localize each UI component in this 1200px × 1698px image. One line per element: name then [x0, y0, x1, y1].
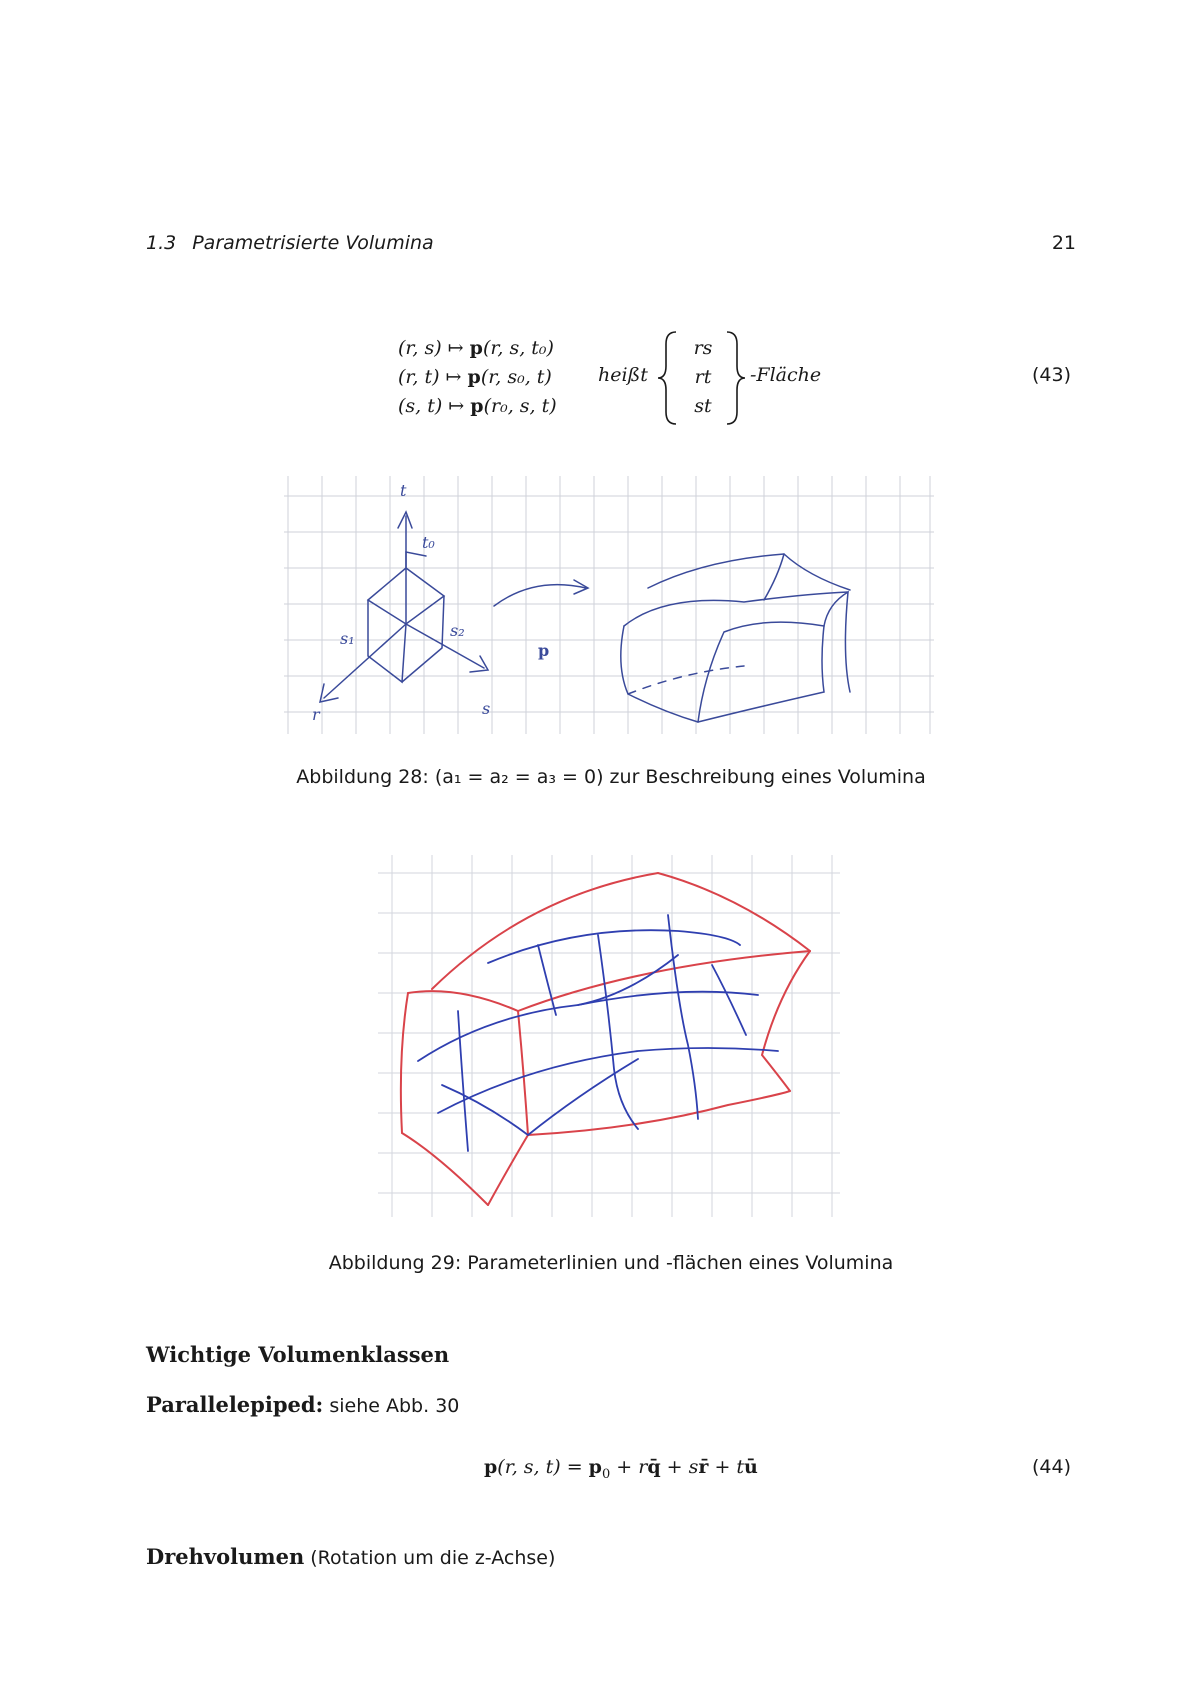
map-st: (s, t) ↦	[398, 395, 471, 417]
figure-29-sketch	[378, 855, 840, 1217]
args-rt: (r, s₀, t)	[480, 366, 552, 388]
right-brace	[723, 328, 747, 428]
equation-43-line-1	[398, 334, 598, 363]
bold-p: p	[469, 337, 483, 359]
eq44-plus-s: + s	[660, 1456, 699, 1478]
option-st: st	[694, 395, 712, 417]
parallelepiped-line	[146, 1392, 459, 1417]
equation-43	[398, 334, 1078, 426]
args-rs: (r, s, t₀)	[482, 337, 554, 359]
bold-p: p	[470, 395, 484, 417]
drehvolumen-term: Drehvolumen	[146, 1544, 305, 1569]
section-title: Parametrisierte Volumina	[192, 232, 434, 254]
running-head	[146, 232, 1076, 262]
figure-29-caption: Abbildung 29: Parameterlinien und -flächen eines Volumina	[328, 1252, 894, 1274]
flaeche-suffix: -Fläche	[750, 364, 822, 386]
label-t0: t₀	[422, 533, 435, 552]
eq44-plus-t: + t	[708, 1456, 745, 1478]
option-rs: rs	[693, 337, 713, 359]
left-brace	[656, 328, 680, 428]
bold-p: p	[484, 1456, 498, 1478]
eq44-args: (r, s, t) =	[497, 1456, 589, 1478]
equation-number-43: (43)	[1032, 364, 1072, 386]
vector-q: q̄	[647, 1456, 661, 1478]
args-st: (r₀, s, t)	[483, 395, 557, 417]
parallelepiped-text: siehe Abb. 30	[329, 1395, 460, 1417]
label-t: t	[400, 481, 407, 500]
section-number: 1.3	[146, 232, 177, 254]
parallelepiped-term: Parallelepiped:	[146, 1392, 324, 1417]
option-rt: rt	[694, 366, 712, 388]
drehvolumen-text: (Rotation um die z-Achse)	[310, 1547, 556, 1569]
surface-options	[683, 334, 723, 421]
equation-44	[484, 1456, 758, 1482]
label-s: s	[482, 699, 491, 718]
vector-u: ū	[744, 1456, 758, 1478]
equation-43-line-2	[398, 363, 598, 392]
figure-28-sketch	[284, 476, 934, 734]
drehvolumen-line	[146, 1544, 555, 1569]
equation-number-44: (44)	[1032, 1456, 1072, 1478]
equation-43-line-3	[398, 392, 598, 421]
equation-43-lines	[398, 334, 598, 421]
label-r: r	[312, 705, 320, 724]
p0-subscript: 0	[601, 1466, 611, 1482]
bold-p0: p	[588, 1456, 602, 1478]
eq44-plus-r: + r	[610, 1456, 648, 1478]
section-heading: Wichtige Volumenklassen	[146, 1342, 450, 1367]
map-rs: (r, s) ↦	[398, 337, 470, 359]
page-number: 21	[1051, 232, 1076, 254]
connector-heisst: heißt	[598, 364, 648, 386]
label-p: p	[538, 641, 550, 660]
vector-r: r̄	[698, 1456, 709, 1478]
bold-p: p	[467, 366, 481, 388]
figure-28-caption: Abbildung 28: (a₁ = a₂ = a₃ = 0) zur Beschreibung eines Volumina	[296, 766, 926, 788]
section-header	[146, 232, 434, 254]
map-rt: (r, t) ↦	[398, 366, 468, 388]
label-s1: s₁	[340, 629, 355, 648]
label-s2: s₂	[450, 621, 465, 640]
